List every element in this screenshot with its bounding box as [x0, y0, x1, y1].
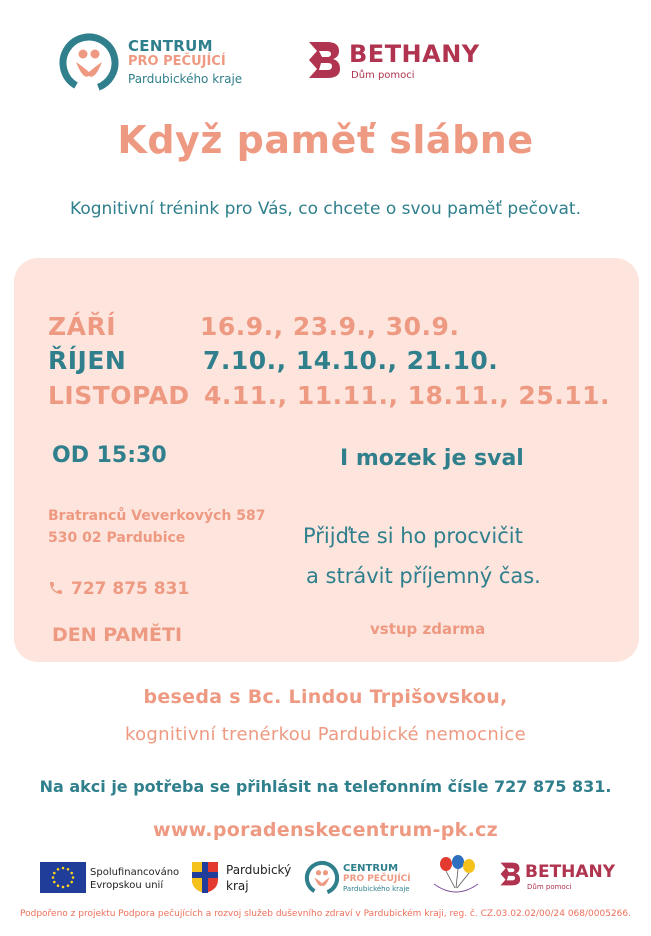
speaker-line1: beseda s Bc. Lindou Trpišovskou,	[143, 686, 508, 708]
footer-note: Podpořeno z projektu Podpora pečujících a rozvoj služeb duševního zdraví v Pardubickém kraji, reg. č. CZ.03.02.02/00/24 068/0005266.	[20, 909, 631, 919]
bethany-logo-sub: Dům pomoci	[351, 70, 415, 81]
pardubice-region-icon	[190, 860, 220, 894]
bethany-logo-name: BETHANY	[349, 40, 480, 68]
invite-line1: Přijďte si ho procvičit	[303, 524, 523, 548]
centrum-small-line1: CENTRUM	[343, 863, 399, 874]
page-subtitle: Kognitivní trénink pro Vás, co chcete o svou paměť pečovat.	[70, 199, 581, 219]
phone-icon	[48, 580, 64, 596]
centrum-small-logo-icon	[304, 860, 340, 896]
centrum-logo-line2: PRO PEČUJÍCÍ	[128, 54, 226, 69]
eu-line2: Evropskou unií	[90, 880, 164, 891]
eu-flag-icon	[40, 862, 86, 893]
speaker-line2: kognitivní trenérkou Pardubické nemocnice	[125, 724, 526, 745]
phone-number: 727 875 831	[71, 579, 190, 599]
address-city: 530 02 Pardubice	[48, 530, 186, 546]
bethany-small-b-icon	[498, 861, 522, 887]
month-dates: 7.10., 14.10., 21.10.	[203, 346, 499, 375]
month-dates: 16.9., 23.9., 30.9.	[200, 312, 460, 341]
region-text	[226, 862, 291, 894]
bethany-small-name: BETHANY	[525, 862, 616, 882]
centrum-small-line2: PRO PEČUJÍCÍ	[343, 874, 411, 884]
invite-line2: a strávit příjemný čas.	[306, 564, 541, 588]
website-link[interactable]: www.poradenskecentrum-pk.cz	[152, 819, 499, 841]
centrum-small-line3: Pardubického kraje	[343, 885, 410, 893]
start-time: OD 15:30	[52, 443, 167, 468]
month-label: ZÁŘÍ	[48, 312, 117, 341]
centrum-logo-line3: Pardubického kraje	[128, 72, 243, 86]
family-heart-icon	[58, 32, 120, 94]
region-line2: kraj	[226, 879, 249, 893]
slogan: I mozek je sval	[340, 446, 524, 471]
bethany-small-sub: Dům pomoci	[527, 883, 572, 891]
balloons-icon	[428, 854, 484, 898]
entry-free: vstup zdarma	[370, 620, 486, 638]
page-title: Když paměť slábne	[117, 118, 534, 162]
month-dates: 4.11., 11.11., 18.11., 25.11.	[204, 381, 611, 410]
region-line1: Pardubický	[226, 863, 292, 877]
month-label: LISTOPAD	[48, 381, 190, 410]
bethany-b-icon	[305, 40, 343, 80]
address-street: Bratranců Veverkových 587	[48, 508, 266, 524]
event-name: DEN PAMĚTI	[52, 624, 183, 646]
month-label: ŘÍJEN	[48, 346, 127, 375]
eu-line1: Spolufinancováno	[90, 867, 180, 878]
eu-cofinanced-text	[90, 866, 179, 892]
registration-note: Na akci je potřeba se přihlásit na telefonním čísle 727 875 831.	[39, 777, 612, 796]
centrum-logo-line1: CENTRUM	[128, 37, 213, 55]
